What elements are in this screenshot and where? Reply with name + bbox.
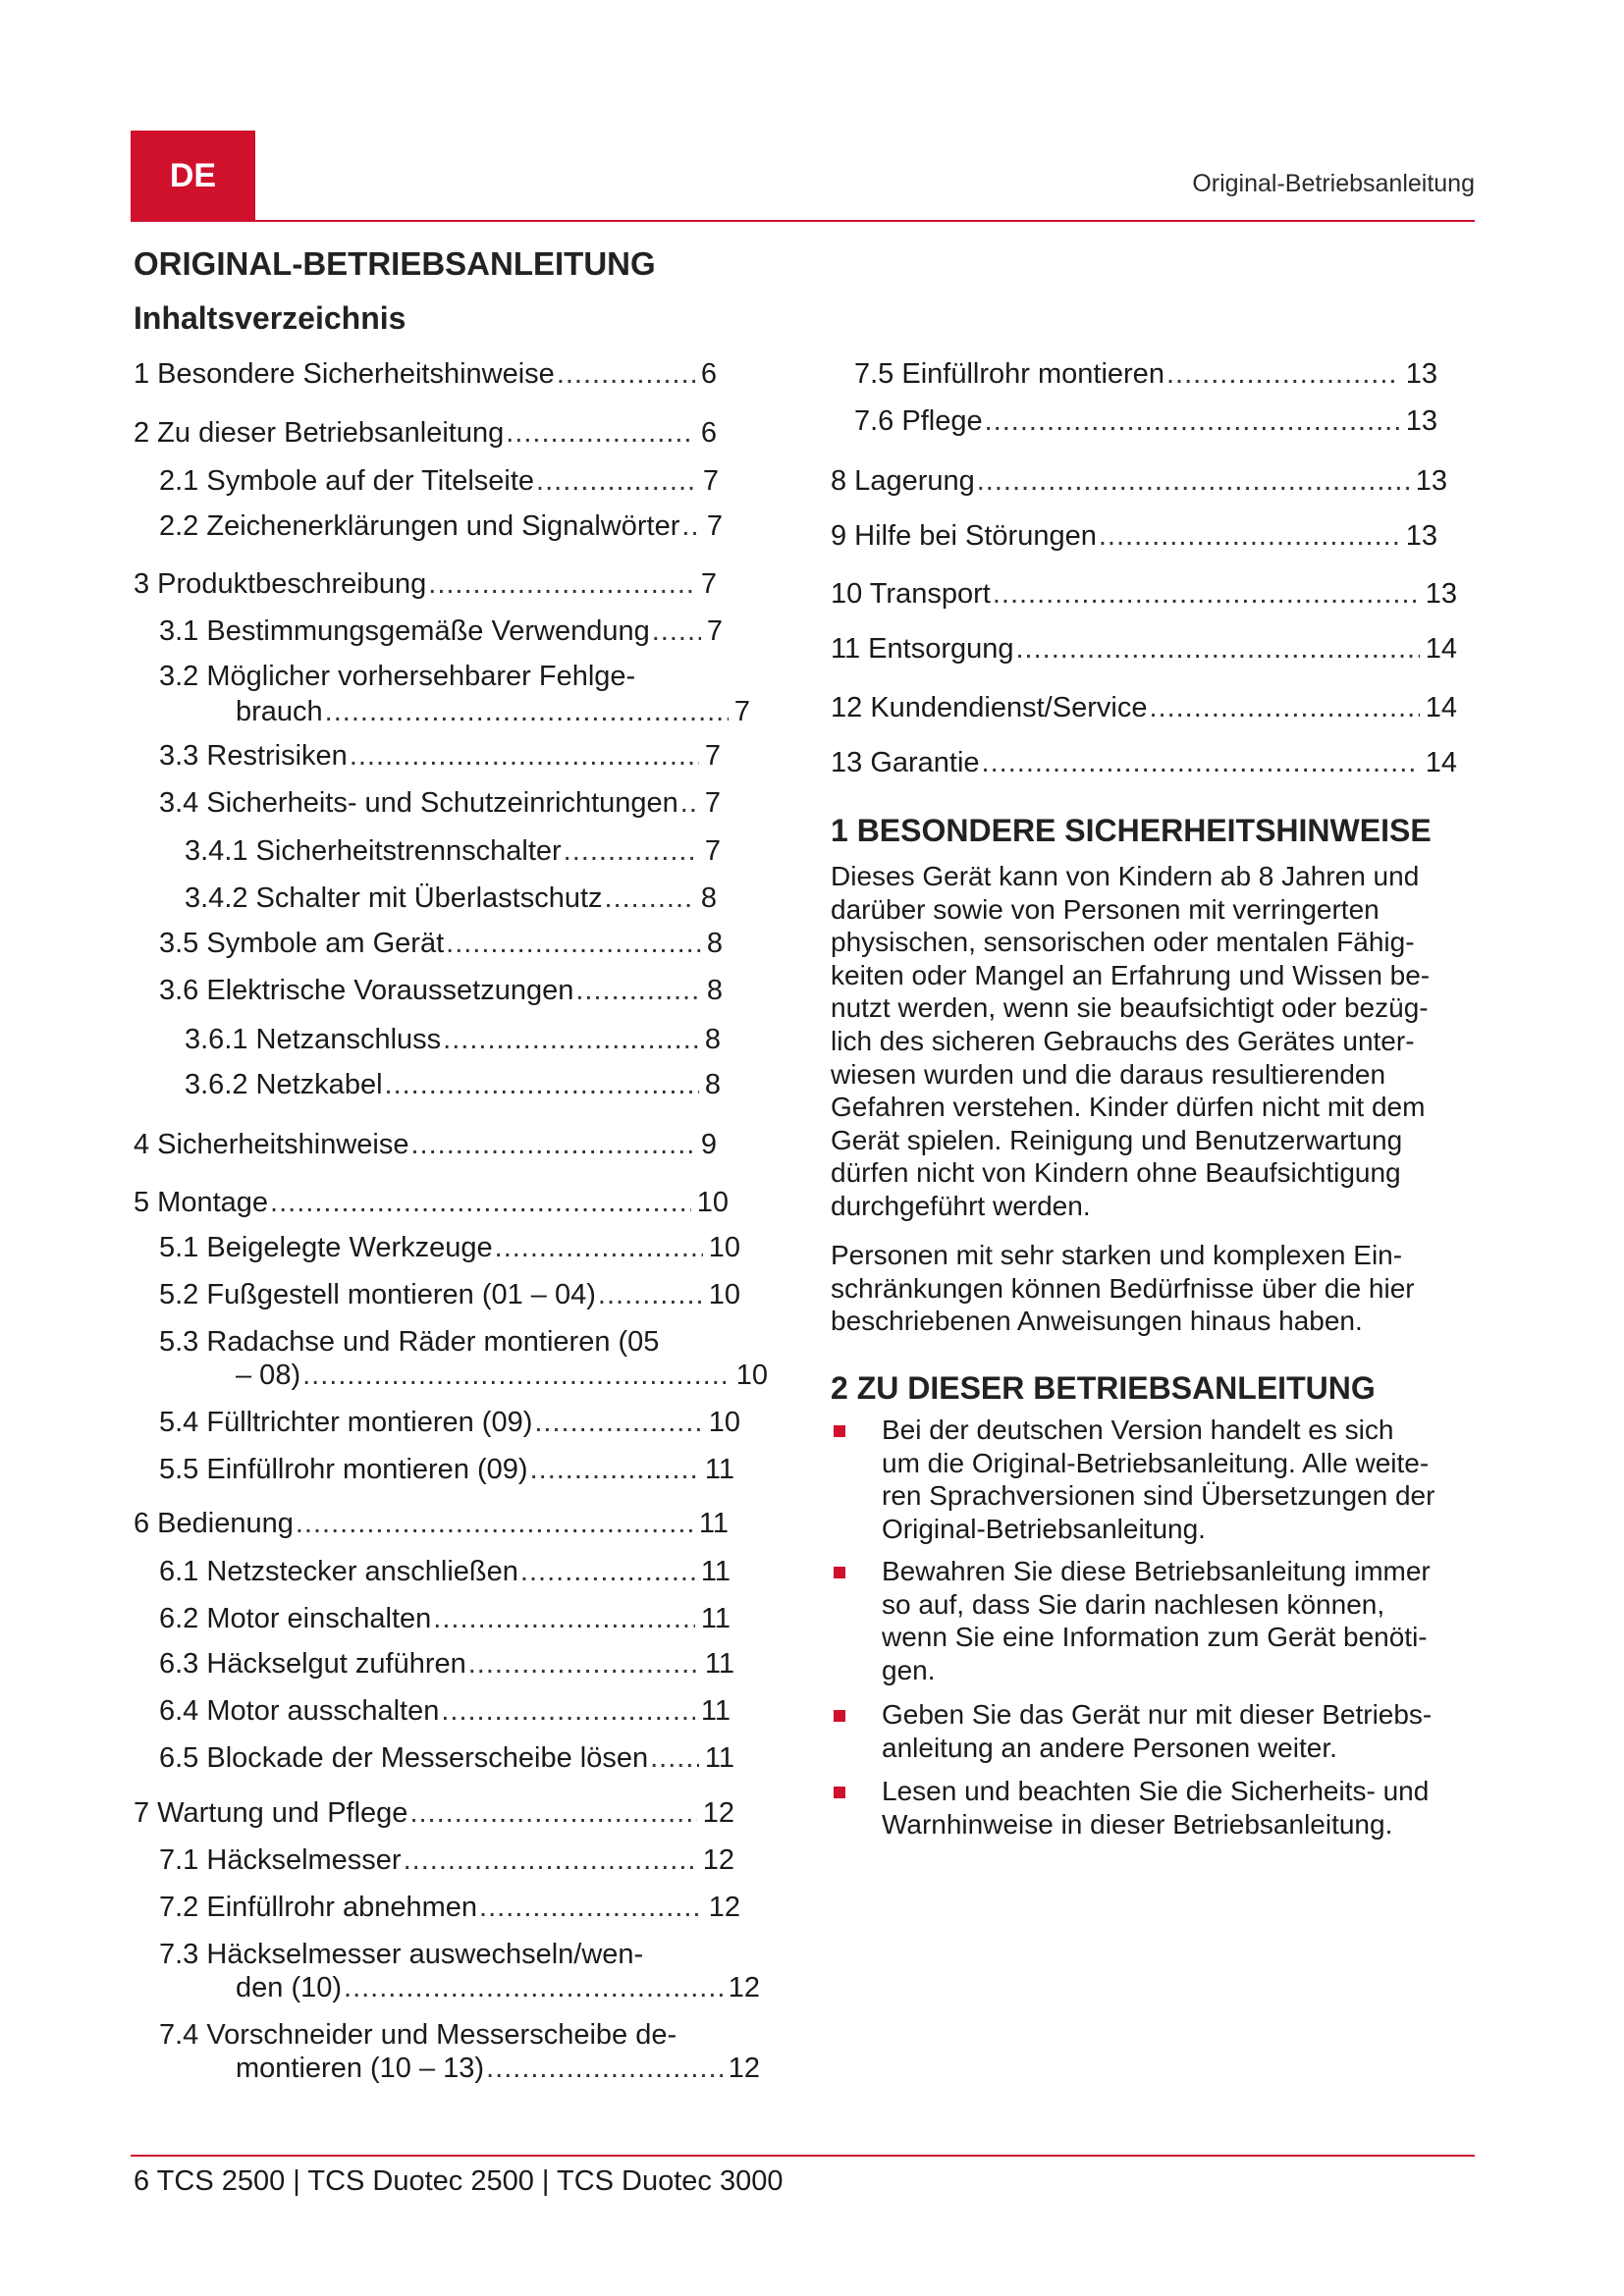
toc-entry[interactable]: 6.1 Netzstecker anschließen ..... 11 xyxy=(159,1555,731,1588)
toc-entry[interactable]: 3.1 Bestimmungsgemäße Verwendung ..... 7 xyxy=(159,614,723,648)
toc-entry[interactable]: 3.4 Sicherheits- und Schutzeinrichtungen ..... 7 xyxy=(159,786,721,820)
bullet-square-icon xyxy=(834,1567,845,1578)
toc-entry[interactable]: brauch ..... 7 xyxy=(236,695,750,728)
toc-entry[interactable]: 7 Wartung und Pflege ..... 12 xyxy=(134,1796,734,1830)
toc-entry-label: 5.3 Radachse und Räder montieren (05 xyxy=(159,1326,660,1358)
bullet-square-icon xyxy=(834,1787,845,1798)
toc-entry[interactable]: 1 Besondere Sicherheitshinweise ..... 6 xyxy=(134,357,717,391)
toc-entry[interactable]: 6.2 Motor einschalten ..... 11 xyxy=(159,1602,731,1635)
footer-rule xyxy=(131,2155,1475,2157)
toc-entry[interactable]: 13 Garantie ..... 14 xyxy=(831,746,1457,779)
toc-entry[interactable]: 4 Sicherheitshinweise ..... 9 xyxy=(134,1128,717,1161)
toc-entry[interactable]: 3.6 Elektrische Voraussetzungen ..... 8 xyxy=(159,974,723,1007)
toc-entry[interactable]: 7.6 Pflege ..... 13 xyxy=(854,404,1437,438)
toc-entry[interactable]: 7.1 Häckselmesser ..... 12 xyxy=(159,1843,734,1877)
toc-entry[interactable]: 3.4.1 Sicherheitstrennschalter ..... 7 xyxy=(185,834,721,868)
toc-entry[interactable]: 12 Kundendienst/Service ..... 14 xyxy=(831,691,1457,724)
bullet-item: Bei der deutschen Version handelt es sich um die Original-Betriebsanleitung. Alle weite- ren Sprachversionen sind Übersetzungen der Original-Betriebsanleitung. xyxy=(882,1415,1435,1544)
toc-entry[interactable]: 3.6.1 Netzanschluss ..... 8 xyxy=(185,1023,721,1056)
page-title: ORIGINAL-BETRIEBSANLEITUNG xyxy=(134,245,656,282)
toc-entry[interactable]: – 08) ..... 10 xyxy=(236,1359,768,1392)
bullet-item: Geben Sie das Gerät nur mit dieser Betriebs- anleitung an andere Personen weiter. xyxy=(882,1699,1433,1763)
toc-entry[interactable]: 2.1 Symbole auf der Titelseite ..... 7 xyxy=(159,464,719,498)
toc-entry-label: 7.3 Häckselmesser auswechseln/wen- xyxy=(159,1939,644,1970)
toc-entry-label: 3.2 Möglicher vorhersehbarer Fehlge- xyxy=(159,661,636,692)
toc-entry[interactable]: 5.4 Fülltrichter montieren (09) ..... 10 xyxy=(159,1406,740,1439)
section-1-paragraph: Dieses Gerät kann von Kindern ab 8 Jahren und darüber sowie von Personen mit verringerten physischen, sensorischen oder mentalen Fähig- keiten oder Mangel an Erfahrung und Wissen be- nutzt werden, wenn sie beaufsichtigt oder bezüg- lich des sicheren Gebrauchs des Gerätes unter- wiesen wurden und die daraus resultierenden Gefahren verstehen. Kinder dürfen nicht mit dem Gerät spielen. Reinigung und Benutzerwartung dürfen nicht von Kindern ohne Beaufsichtigung durchgeführt werden. xyxy=(831,861,1431,1221)
section-1-heading: 1 BESONDERE SICHERHEITSHINWEISE xyxy=(831,813,1432,848)
header-rule xyxy=(131,220,1475,222)
toc-entry[interactable]: 5 Montage ..... 10 xyxy=(134,1186,729,1219)
toc-entry[interactable]: 10 Transport ..... 13 xyxy=(831,577,1457,611)
header-title: Original-Betriebsanleitung xyxy=(1192,170,1475,197)
toc-entry[interactable]: 9 Hilfe bei Störungen ..... 13 xyxy=(831,519,1437,553)
toc-entry[interactable]: montieren (10 – 13) ..... 12 xyxy=(236,2052,760,2085)
footer-text: 6 TCS 2500 | TCS Duotec 2500 | TCS Duotec 3000 xyxy=(134,2165,784,2197)
section-1-paragraph: Personen mit sehr starken und komplexen Ein- schränkungen können Bedürfnisse über die hier beschriebenen Anweisungen hinaus haben. xyxy=(831,1240,1415,1337)
toc-entry[interactable]: 3.6.2 Netzkabel ..... 8 xyxy=(185,1068,721,1101)
toc-entry[interactable]: 6 Bedienung ..... 11 xyxy=(134,1507,729,1540)
toc-entry[interactable]: 7.5 Einfüllrohr montieren ..... 13 xyxy=(854,357,1437,391)
section-2-heading: 2 ZU DIESER BETRIEBSANLEITUNG xyxy=(831,1370,1376,1406)
toc-entry[interactable]: 3 Produktbeschreibung ..... 7 xyxy=(134,567,717,601)
toc-entry[interactable]: 3.3 Restrisiken ..... 7 xyxy=(159,739,721,773)
bullet-item: Bewahren Sie diese Betriebsanleitung immer so auf, dass Sie darin nachlesen können, wenn Sie eine Information zum Gerät benöti- gen. xyxy=(882,1556,1431,1685)
toc-heading: Inhaltsverzeichnis xyxy=(134,300,406,336)
toc-entry[interactable]: 2.2 Zeichenerklärungen und Signalwörter ..... 7 xyxy=(159,509,723,543)
toc-entry[interactable]: 11 Entsorgung ..... 14 xyxy=(831,632,1457,666)
toc-entry[interactable]: 6.5 Blockade der Messerscheibe lösen ..... 11 xyxy=(159,1741,734,1775)
bullet-square-icon xyxy=(834,1425,845,1437)
toc-entry-label: 7.4 Vorschneider und Messerscheibe de- xyxy=(159,2019,677,2051)
toc-entry[interactable]: 8 Lagerung ..... 13 xyxy=(831,464,1447,498)
toc-entry[interactable]: 5.2 Fußgestell montieren (01 – 04) ..... 10 xyxy=(159,1278,740,1311)
toc-entry[interactable]: 3.5 Symbole am Gerät ..... 8 xyxy=(159,927,723,960)
toc-entry[interactable]: 5.5 Einfüllrohr montieren (09) ..... 11 xyxy=(159,1453,734,1486)
bullet-square-icon xyxy=(834,1710,845,1722)
toc-entry[interactable]: 6.3 Häckselgut zuführen ..... 11 xyxy=(159,1647,734,1681)
language-tab: DE xyxy=(131,131,255,222)
toc-entry[interactable]: den (10) ..... 12 xyxy=(236,1971,760,2004)
toc-entry[interactable]: 3.4.2 Schalter mit Überlastschutz ..... 8 xyxy=(185,881,717,915)
toc-entry[interactable]: 7.2 Einfüllrohr abnehmen ..... 12 xyxy=(159,1891,740,1924)
toc-entry[interactable]: 5.1 Beigelegte Werkzeuge ..... 10 xyxy=(159,1231,740,1264)
toc-entry[interactable]: 2 Zu dieser Betriebsanleitung ..... 6 xyxy=(134,416,717,450)
toc-entry[interactable]: 6.4 Motor ausschalten ..... 11 xyxy=(159,1694,731,1728)
bullet-item: Lesen und beachten Sie die Sicherheits- und Warnhinweise in dieser Betriebsanleitung. xyxy=(882,1776,1430,1840)
